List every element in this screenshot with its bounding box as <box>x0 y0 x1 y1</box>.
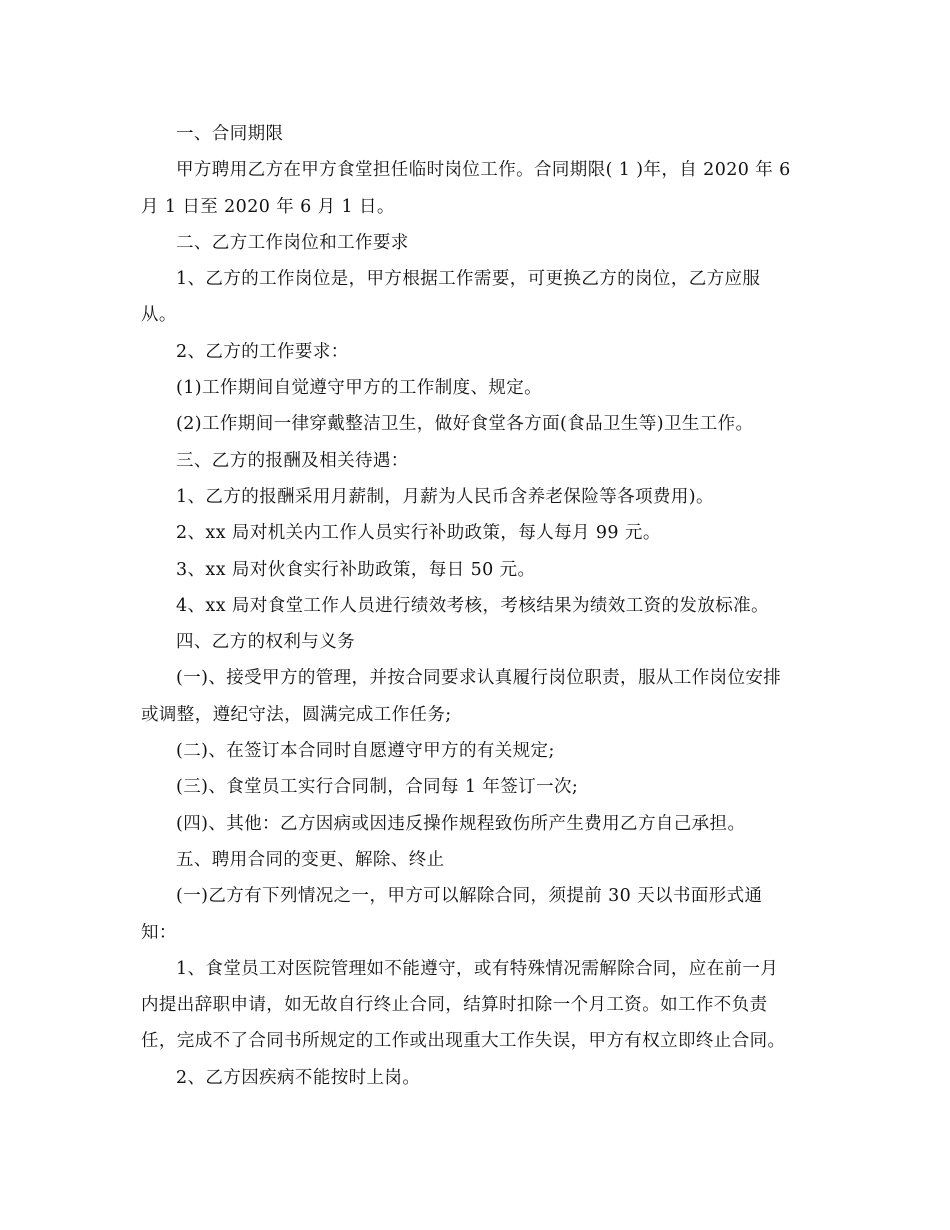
paragraph-line: (三)、食堂员工实行合同制，合同每 1 年签订一次; <box>176 777 579 798</box>
paragraph-line: (2)工作期间一律穿戴整洁卫生，做好食堂各方面(食品卫生等)卫生工作。 <box>176 414 754 435</box>
paragraph-line: 或调整，遵纪守法，圆满完成工作任务; <box>141 704 452 725</box>
paragraph-line: 2、xx 局对机关内工作人员实行补助政策，每人每月 99 元。 <box>176 523 661 544</box>
section-heading-pay: 三、乙方的报酬及相关待遇： <box>176 450 409 471</box>
paragraph-line: 知： <box>141 922 177 943</box>
paragraph-line: 2、乙方因疾病不能按时上岗。 <box>176 1067 421 1088</box>
paragraph-line: 3、xx 局对伙食实行补助政策，每日 50 元。 <box>176 559 536 580</box>
paragraph-line: (一)乙方有下列情况之一，甲方可以解除合同，须提前 30 天以书面形式通 <box>176 886 763 907</box>
paragraph-line: (一)、接受甲方的管理，并按合同要求认真履行岗位职责，服从工作岗位安排 <box>176 668 782 689</box>
paragraph-line: 4、xx 局对食堂工作人员进行绩效考核，考核结果为绩效工资的发放标准。 <box>176 595 769 616</box>
paragraph-line: 甲方聘用乙方在甲方食堂担任临时岗位工作。合同期限( 1 )年，自 2020 年 6 <box>176 160 791 181</box>
paragraph-line: 内提出辞职申请，如无故自行终止合同，结算时扣除一个月工资。如工作不负责 <box>141 995 768 1016</box>
paragraph-line: (1)工作期间自觉遵守甲方的工作制度、规定。 <box>176 378 543 399</box>
paragraph-line: 1、乙方的报酬采用月薪制，月薪为人民币含养老保险等各项费用)。 <box>176 486 714 507</box>
section-heading-term: 一、合同期限 <box>176 124 284 144</box>
paragraph-line: 月 1 日至 2020 年 6 月 1 日。 <box>141 196 395 217</box>
paragraph-line: 1、乙方的工作岗位是，甲方根据工作需要，可更换乙方的岗位，乙方应服 <box>176 269 761 290</box>
section-heading-termination: 五、聘用合同的变更、解除、终止 <box>176 849 445 870</box>
paragraph-line: 从。 <box>141 305 177 326</box>
paragraph-line: 2、乙方的工作要求： <box>176 341 349 362</box>
section-heading-position: 二、乙方工作岗位和工作要求 <box>176 232 409 253</box>
paragraph-line: 1、食堂员工对医院管理如不能遵守，或有特殊情况需解除合同，应在前一月 <box>176 958 779 979</box>
section-heading-rights: 四、乙方的权利与义务 <box>176 632 355 653</box>
paragraph-line: (二)、在签订本合同时自愿遵守甲方的有关规定; <box>176 741 555 762</box>
paragraph-line: (四)、其他：乙方因病或因违反操作规程致伤所产生费用乙方自己承担。 <box>176 813 746 834</box>
document-body <box>141 116 813 1096</box>
paragraph-line: 任，完成不了合同书所规定的工作或出现重大工作失误，甲方有权立即终止合同。 <box>141 1031 786 1052</box>
